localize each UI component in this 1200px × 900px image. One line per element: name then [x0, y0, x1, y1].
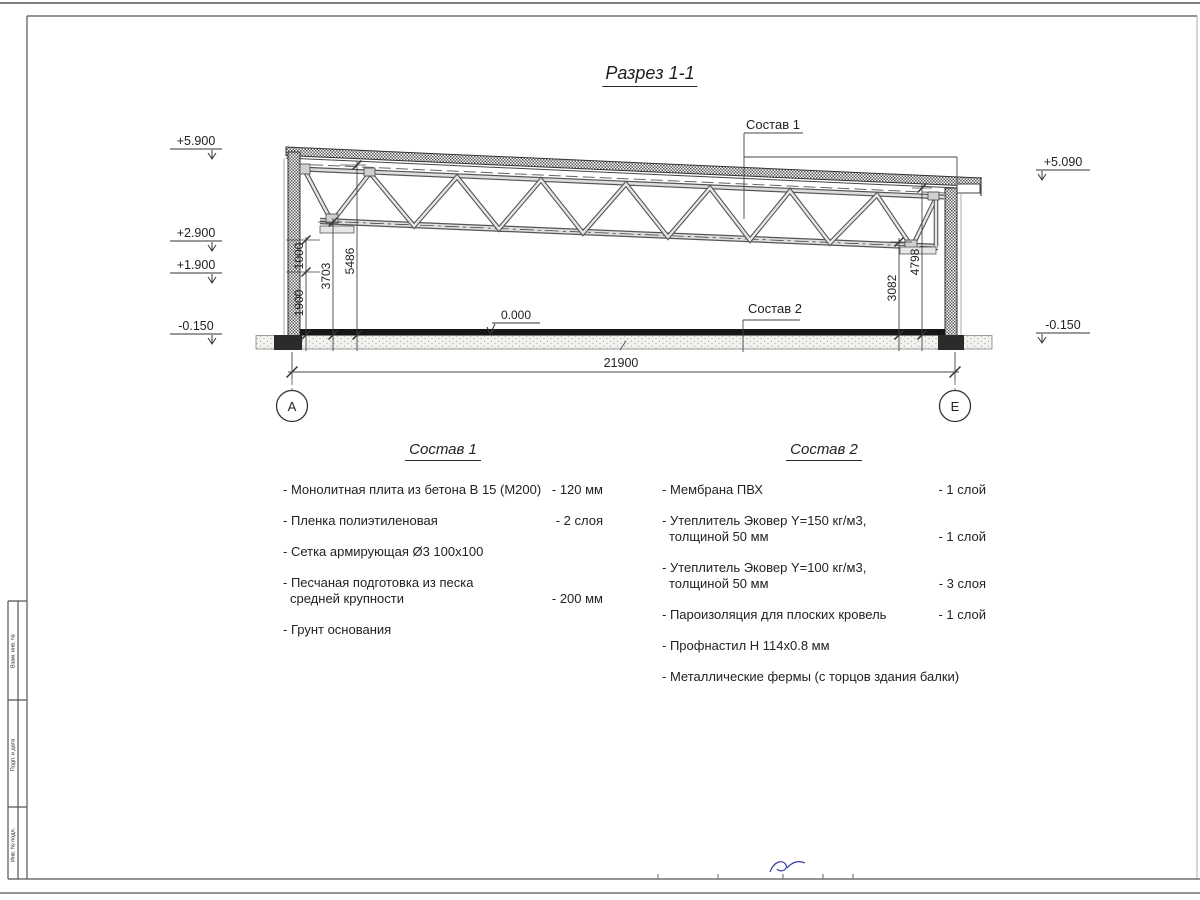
list-item: - Грунт основания: [283, 622, 392, 637]
roof-insulation-band: [286, 147, 981, 187]
signature-mark: [770, 862, 805, 872]
comp1-callout-label: Состав 1: [746, 117, 800, 132]
gusset-plate: [300, 164, 310, 174]
elevation-left-mid: [170, 241, 222, 251]
right-wall: [945, 188, 957, 347]
dim-value-4798: 4798: [908, 248, 922, 276]
floor-slab: [300, 329, 945, 336]
list-item: - Утеплитель Эковер Y=150 кг/м3, толщиной 50 мм - 1 слой: [662, 513, 986, 544]
elevation-value: +5.090: [1043, 155, 1083, 169]
elevation-value: -0.150: [1045, 318, 1081, 332]
list-item: - Металлические фермы (с торцов здания балки): [662, 669, 960, 684]
dim-value-5486: 5486: [343, 247, 357, 275]
list-item: - Пленка полиэтиленовая - 2 слоя: [283, 513, 603, 528]
elevation-value: +2.900: [176, 226, 216, 240]
chord-end-plate: [320, 226, 354, 233]
comp2-callout-label: Состав 2: [748, 301, 802, 316]
gusset-plate: [928, 192, 939, 200]
zero-level-value: 0.000: [500, 308, 532, 322]
bottom-ticks: [658, 874, 853, 879]
composition2-heading: Состав 2: [662, 442, 986, 458]
elevation-left-base: [170, 334, 222, 344]
elevation-value: +1.900: [176, 258, 216, 272]
elevation-left-low: [170, 273, 222, 283]
composition2-list: [662, 442, 986, 700]
dim-value-1000: 1000: [292, 242, 306, 270]
stamp-label: Инв. № подл.: [10, 827, 17, 863]
dimension-values: [292, 242, 922, 370]
elevation-left-top: [170, 149, 222, 159]
axis-letter-left: А: [287, 399, 297, 414]
dim-value-overall: 21900: [603, 356, 639, 370]
elevation-right-base: [1036, 333, 1090, 343]
left-footing: [274, 335, 302, 350]
list-item: - Мембрана ПВХ - 1 слой: [662, 482, 986, 497]
axis-letter-right: Е: [950, 399, 960, 414]
sand-bed: [256, 336, 992, 350]
list-item: - Утеплитель Эковер Y=100 кг/м3, толщиной 50 мм - 3 слоя: [662, 560, 986, 591]
composition1-heading: Состав 1: [283, 442, 603, 458]
roof-fascia: [957, 184, 980, 193]
gusset-plate: [364, 168, 375, 176]
list-item: - Монолитная плита из бетона В 15 (М200) - 120 мм: [283, 482, 603, 497]
dim-value-1900: 1900: [292, 289, 306, 317]
list-item: - Песчаная подготовка из песка средней крупности - 200 мм: [283, 575, 603, 606]
list-item: - Профнастил Н 114х0.8 мм: [662, 638, 830, 653]
list-item: - Сетка армирующая Ø3 100х100: [283, 544, 484, 559]
dim-value-3082: 3082: [885, 274, 899, 302]
stamp-label: Взам. инв. №: [10, 633, 17, 669]
stamp-labels: [11, 634, 17, 862]
building-section: [256, 147, 992, 350]
elevation-value: +5.900: [176, 134, 216, 148]
list-item: - Пароизоляция для плоских кровель - 1 слой: [662, 607, 986, 622]
elevation-value: -0.150: [178, 319, 214, 333]
stamp-label: Подп. и дата: [10, 738, 17, 772]
dim-value-3703: 3703: [319, 262, 333, 290]
right-footing: [938, 335, 964, 350]
composition1-list: [283, 442, 603, 653]
elevation-right-top: [1036, 170, 1090, 180]
page-title: Разрез 1-1: [602, 63, 697, 87]
